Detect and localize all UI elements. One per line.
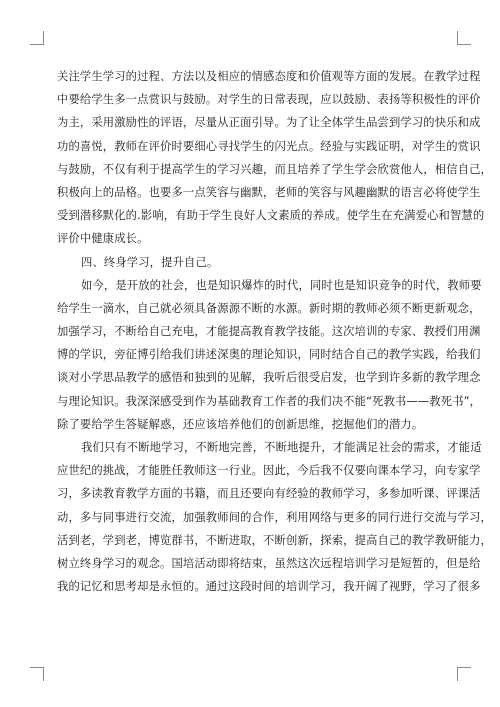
text-line: 博的学识，旁征博引给我们讲述深奥的理论知识，同时结合自己的教学实践，给我们	[57, 348, 481, 362]
text-line: 功的喜悦，教师在评价时要细心寻找学生的闪光点。经验与实践证明，对学生的赏识	[57, 139, 481, 153]
text-line: 为主，采用激励性的评语，尽量从正面引导。为了让全体学生品尝到学习的快乐和成	[57, 116, 481, 130]
text-line: 习，多读教育教学方面的书籍，而且还要向有经验的教师学习，多参加听课、评课活	[57, 487, 481, 501]
text-line: 给学生一滴水，自己就必须具备源源不断的水源。新时期的教师必须不断更新观念，	[57, 301, 481, 315]
document-body	[57, 65, 492, 598]
text-line: 我们只有不断地学习，不断地完善，不断地提升，才能满足社会的需求，才能适	[81, 441, 482, 454]
text-line: 积极向上的品格。也要多一点笑容与幽默，老师的笑容与风趣幽默的语言必将使学生	[57, 185, 481, 199]
crop-mark-bottom-left	[30, 667, 44, 681]
text-line: 加强学习，不断给自己充电，才能提高教育教学技能。这次培训的专家、教授们用渊	[57, 325, 481, 339]
crop-mark-top-right	[457, 31, 471, 45]
text-line: 除了要给学生答疑解惑，还应该培养他们的创新思维，挖掘他们的潜力。	[57, 417, 424, 431]
text-line: 活到老，学到老，博览群书，不断进取，不断创新，探索，提高自己的教学教研能力，	[57, 533, 492, 547]
text-line: 树立终身学习的观念。国培活动即将结束，虽然这次远程培训学习是短暂的，但是给	[57, 556, 481, 570]
text-line: 应世纪的挑战，才能胜任教师这一行业。因此，今后我不仅要向课本学习，向专家学	[57, 464, 481, 478]
text-line: 中要给学生多一点赏识与鼓励。对学生的日常表现，应以鼓励、表扬等积极性的评价	[57, 93, 481, 107]
text-line: 受到潜移默化的.影响，有助于学生良好人文素质的养成。使学生在充满爱心和智慧的	[57, 209, 485, 223]
text-line: 与鼓励，不仅有利于提高学生的学习兴趣，而且培养了学生学会欣赏他人，相信自己，	[57, 162, 492, 176]
text-line: 关注学生学习的过程、方法以及相应的情感态度和价值观等方面的发展。在教学过程	[57, 70, 481, 83]
text-line: 谈对小学思品教学的感悟和独到的见解，我听后很受启发，也学到许多新的教学理念	[57, 371, 481, 385]
text-line: 动，多与同事进行交流，加强教师间的合作，利用网络与更多的同行进行交流与学习，	[57, 510, 492, 524]
text-line: 评价中健康成长。	[57, 232, 149, 246]
text-line: 我的记忆和思考却是永恒的。通过这段时间的培训学习，我开阔了视野，学习了很多	[57, 580, 481, 594]
text-line: 与理论知识。我深深感受到作为基础教育工作者的我们决不能“死教书——教死书”，	[57, 394, 482, 408]
text-line: 四、终身学习，提升自己。	[81, 255, 219, 269]
crop-mark-top-left	[30, 31, 44, 45]
crop-mark-bottom-right	[457, 667, 471, 681]
text-line: 如今，是开放的社会，也是知识爆炸的时代，同时也是知识竞争的时代，教师要	[81, 278, 482, 292]
